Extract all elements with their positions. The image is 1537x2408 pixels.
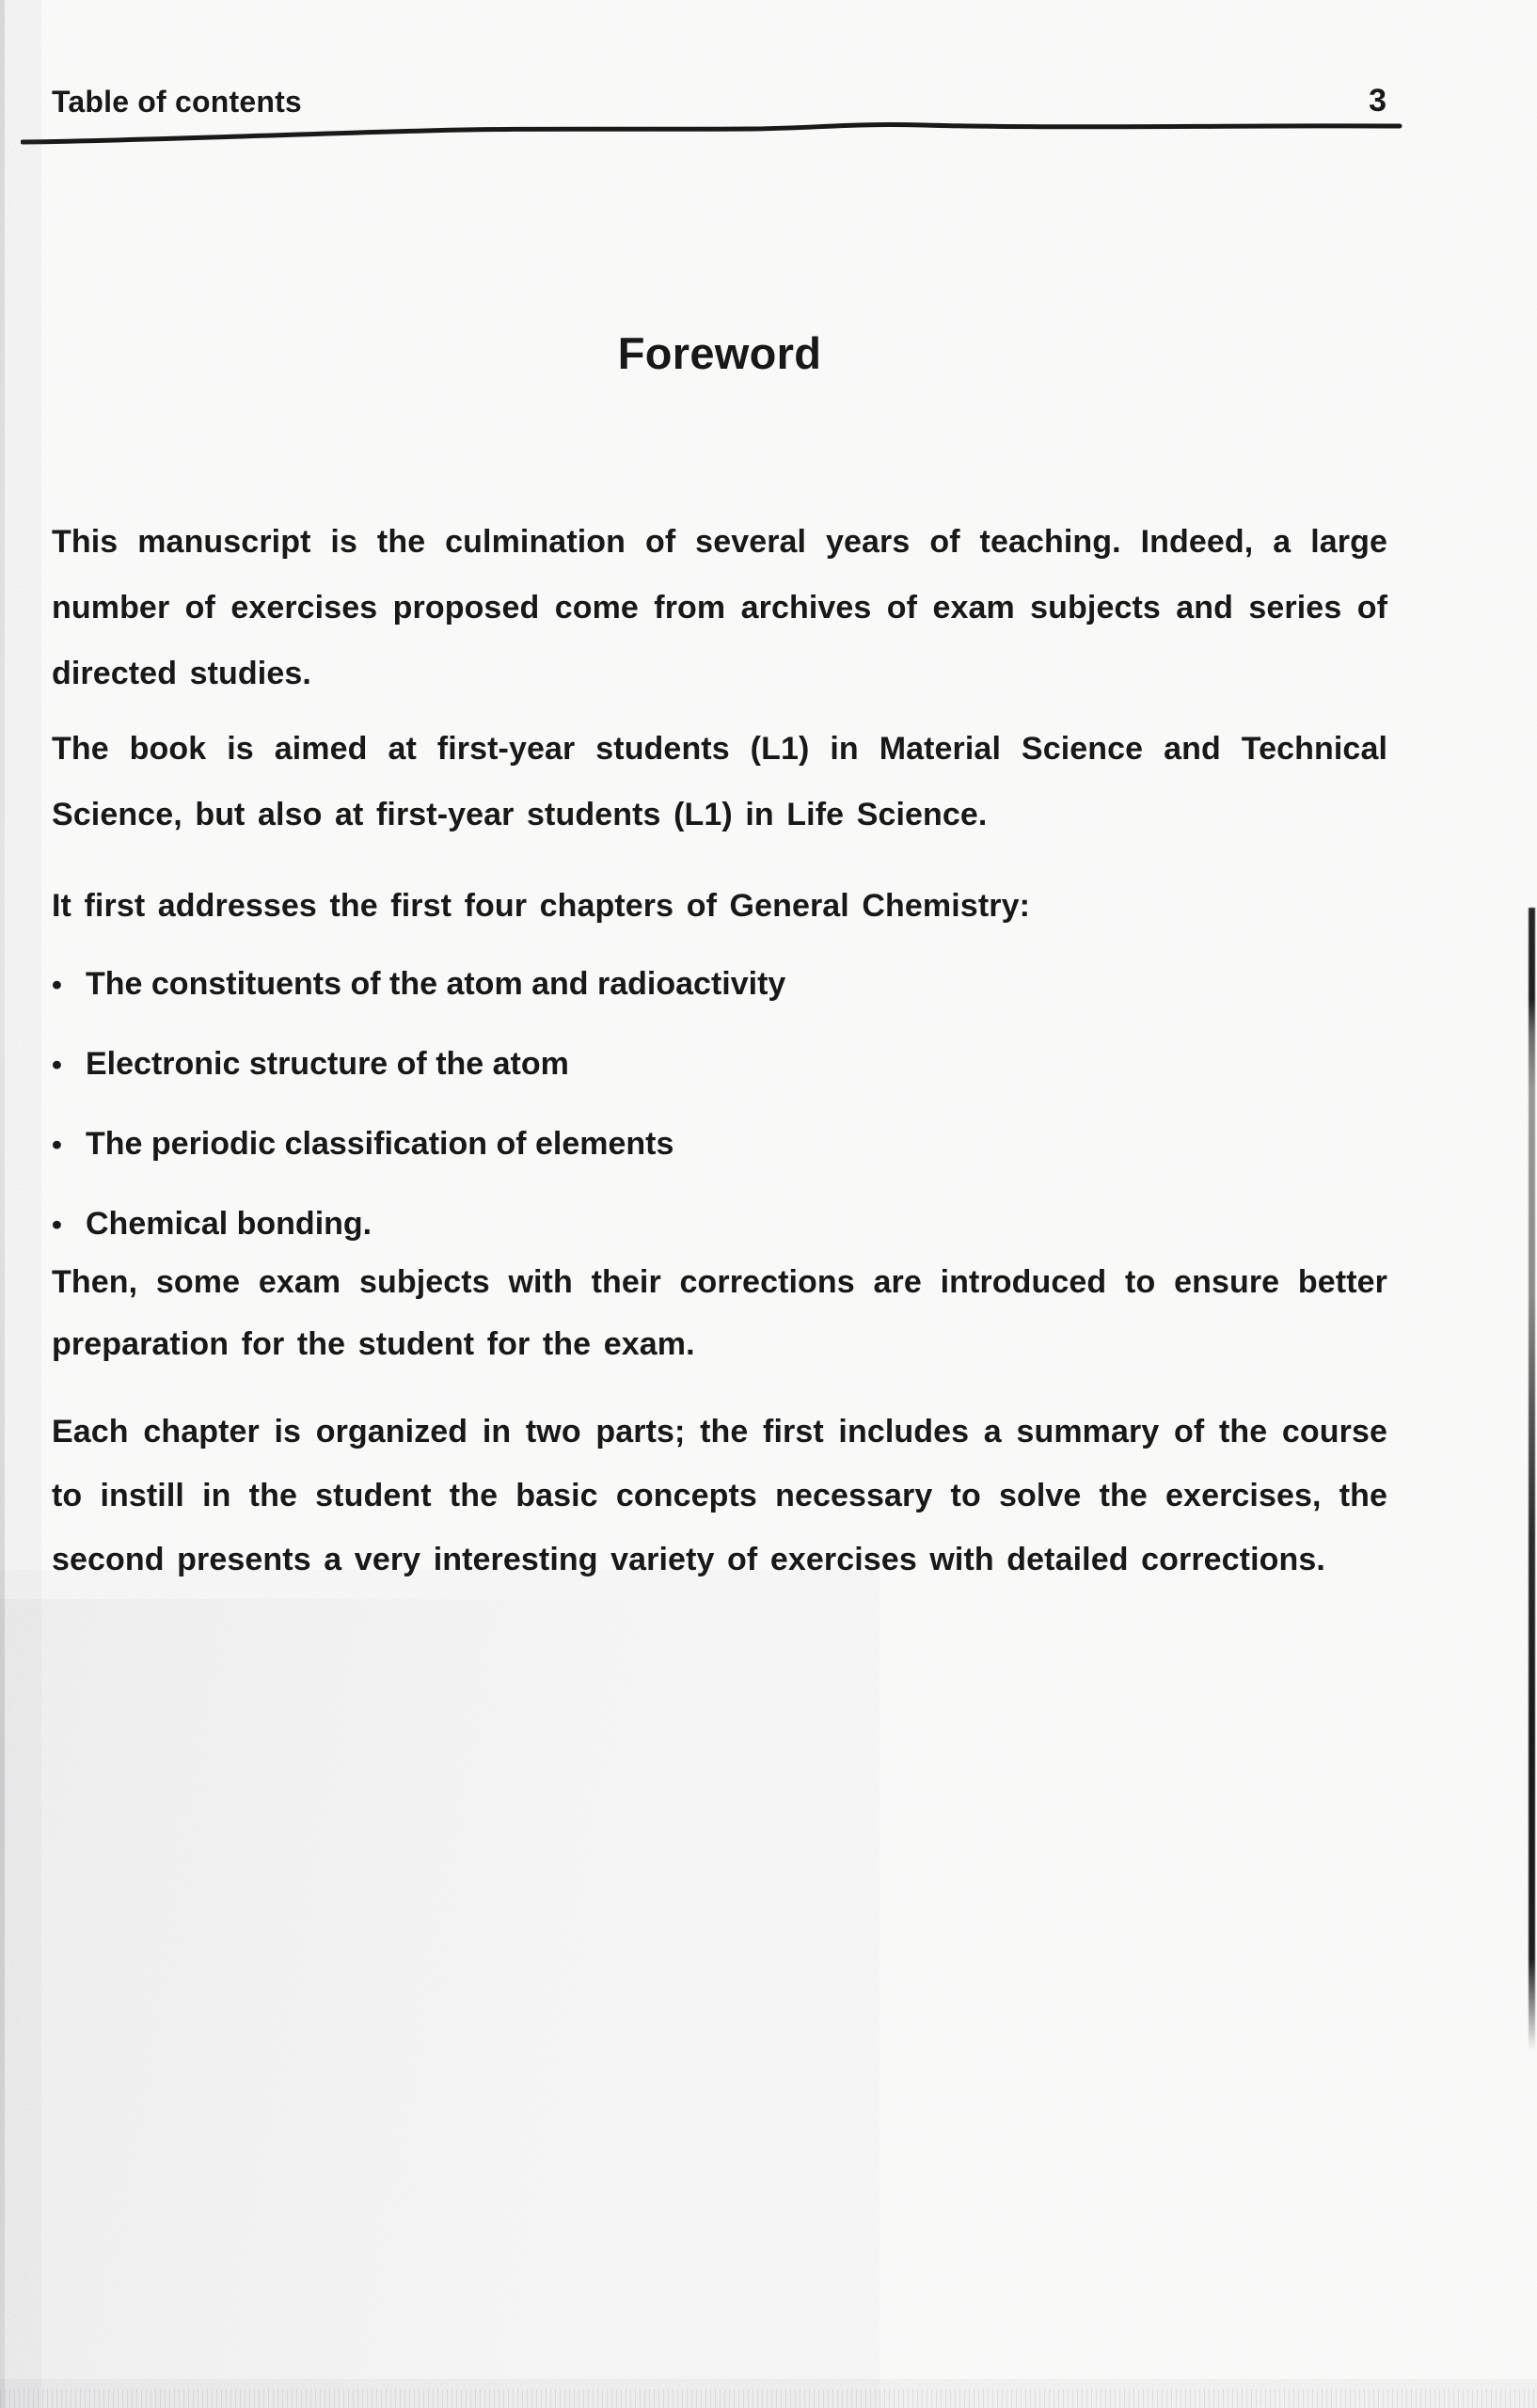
bullet-text: Chemical bonding. — [86, 1206, 372, 1242]
scan-shading — [0, 1599, 847, 2408]
page-title: Foreword — [617, 328, 822, 378]
paragraph-structure-note: Each chapter is organized in two parts; the first includes a summary of the course to instill in the student the basic concepts necessary to solve the exercises, the second presents a very interesting variety of exercises with detailed corrections. — [52, 1414, 1387, 1577]
bullet-marker: • — [52, 968, 62, 1001]
bullet-text: The periodic classification of elements — [86, 1126, 674, 1162]
paragraph-intro: This manuscript is the culmination of several years of teaching. Indeed, a large number of exercises proposed come from archives of exam subjects and series of directed studies. — [52, 524, 1387, 691]
running-header-title: Table of contents — [52, 85, 302, 119]
page-number: 3 — [1369, 83, 1386, 119]
bullet-item — [52, 1111, 1387, 1178]
bullet-text: Electronic structure of the atom — [86, 1046, 569, 1082]
paragraph-audience: The book is aimed at first-year students (L1) in Material Science and Technical Science, but also at first-year students (L1) in Life Science. — [52, 731, 1387, 832]
bullet-item — [52, 1031, 1387, 1098]
bullet-item — [52, 1191, 1387, 1258]
paragraph-chapters-lead: It first addresses the first four chapters of General Chemistry: — [52, 888, 1031, 924]
header-rule — [21, 117, 1403, 150]
bullet-marker: • — [52, 1048, 62, 1081]
bullet-marker: • — [52, 1208, 62, 1241]
scan-left-edge-artifact — [0, 0, 5, 2408]
page-header — [52, 83, 1386, 119]
bullet-item — [52, 951, 1387, 1018]
bullet-marker: • — [52, 1128, 62, 1161]
paragraph-exam-note: Then, some exam subjects with their corrections are introduced to ensure better preparation for the student for the exam. — [52, 1264, 1387, 1362]
bullet-text: The constituents of the atom and radioactivity — [86, 966, 786, 1002]
bullet-list — [52, 951, 1387, 1271]
scan-bottom-edge-artifact — [0, 2389, 1537, 2408]
scan-right-edge-artifact — [1529, 908, 1535, 2051]
